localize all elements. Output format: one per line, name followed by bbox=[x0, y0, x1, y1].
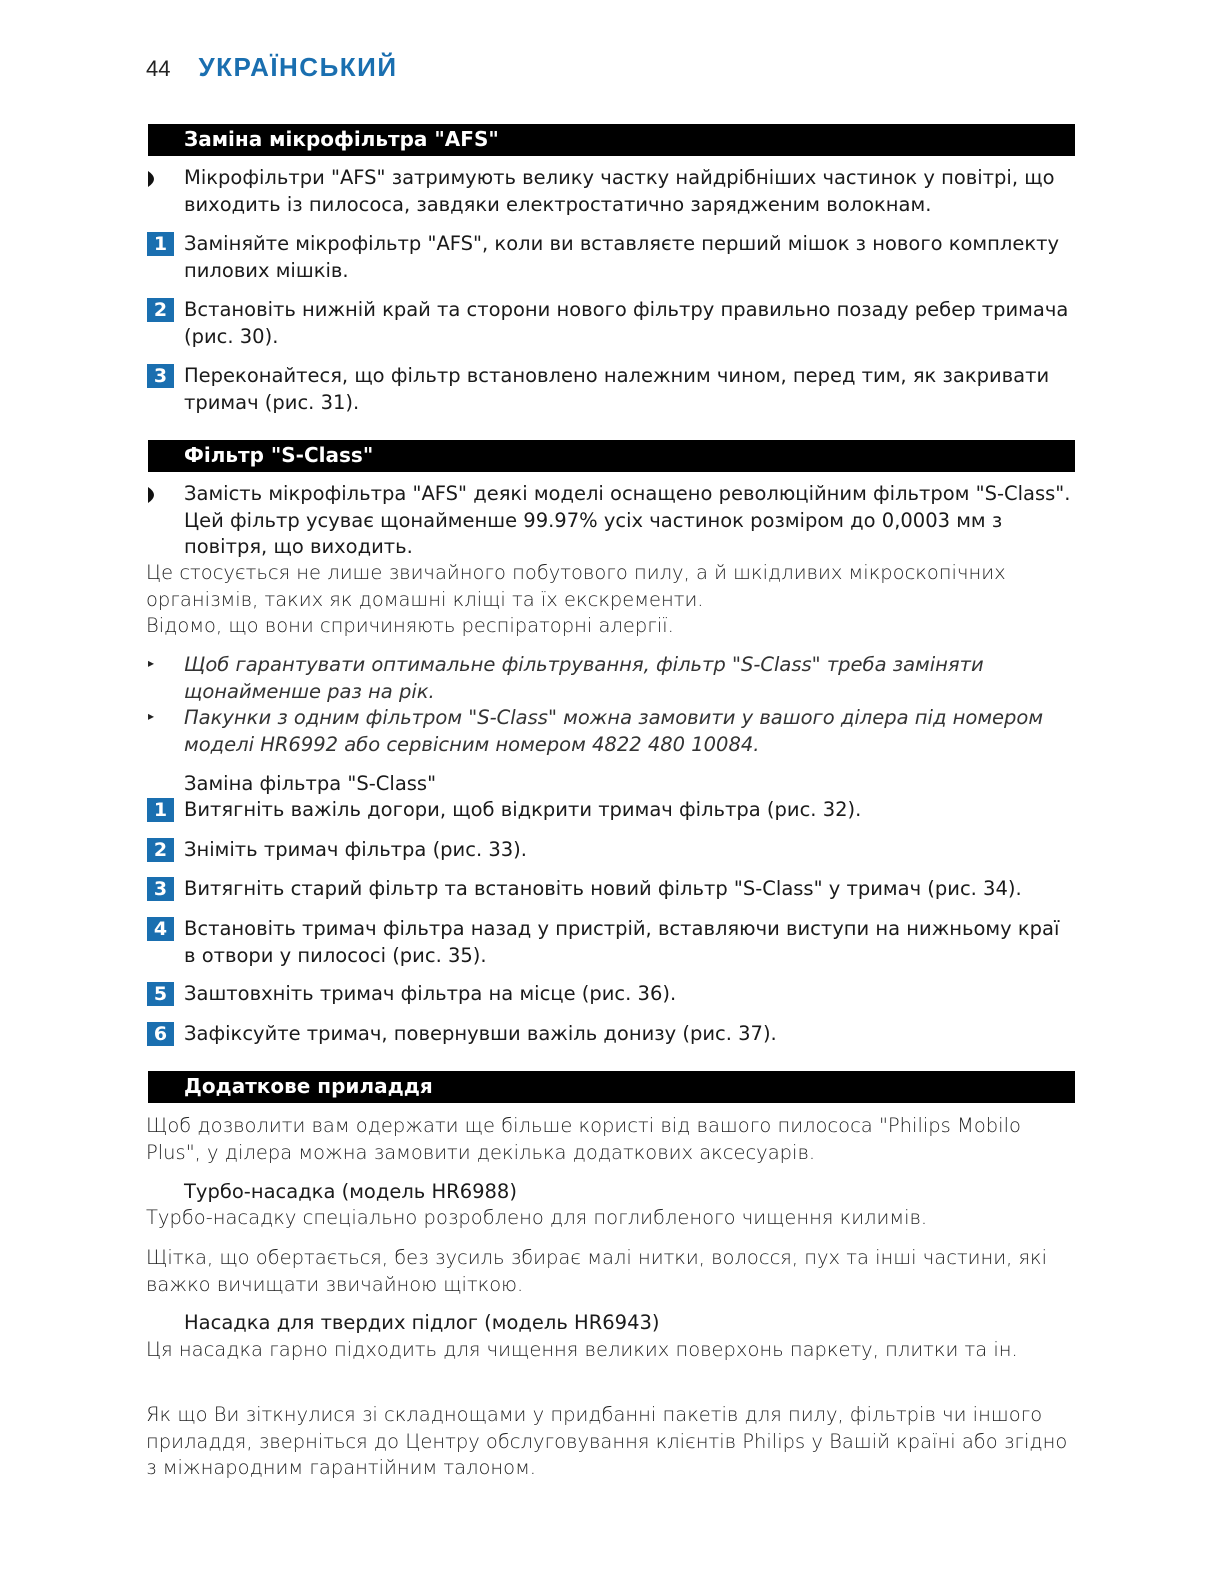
page-header bbox=[146, 52, 398, 92]
step-number: 2 bbox=[147, 838, 174, 862]
s-class-subheading: Заміна фільтра "S-Class" bbox=[184, 772, 437, 795]
s-class-step-2: Зніміть тримач фільтра (рис. 33). bbox=[184, 838, 527, 861]
s-class-paragraph-1: Це стосується не лише звичайного побутового пилу, а й шкідливих мікроскопічних організмів, таких як домашні кліщі та їх екскременти. bbox=[146, 561, 1006, 611]
accessories-intro: Щоб дозволити вам одержати ще більше користі від вашого пилососа "Philips Mobilo Plus", у ділера можна замовити декілька додаткових аксесуарів. bbox=[146, 1114, 1021, 1164]
bullet-icon bbox=[146, 486, 160, 504]
step-number: 6 bbox=[147, 1022, 174, 1046]
s-class-step-4: Встановіть тримач фільтра назад у пристрій, вставляючи виступи на нижньому краї в отвори у пилососі (рис. 35). bbox=[184, 917, 1060, 967]
closing-paragraph: Як що Ви зіткнулися зі складнощами у придбанні пакетів для пилу, фільтрів чи іншого приладдя, зверніться до Центру обслуговування клієнтів Philips у Вашій країні або згідно з міжнародним гарантійним талоном. bbox=[146, 1403, 1068, 1479]
section-heading-afs: Заміна мікрофільтра "AFS" bbox=[148, 124, 1075, 156]
s-class-step-1: Витягніть важіль догори, щоб відкрити тримач фільтра (рис. 32). bbox=[184, 798, 862, 821]
s-class-note-1: Щоб гарантувати оптимальне фільтрування, фільтр "S-Class" треба заміняти щонайменше раз на рік. bbox=[184, 653, 984, 703]
turbo-paragraph-1: Турбо-насадку спеціально розроблено для поглибленого чищення килимів. bbox=[146, 1206, 928, 1229]
s-class-step-3: Витягніть старий фільтр та встановіть новий фільтр "S-Class" у тримач (рис. 34). bbox=[184, 877, 1022, 900]
step-number: 1 bbox=[147, 798, 174, 822]
s-class-step-5: Заштовхніть тримач фільтра на місце (рис. 36). bbox=[184, 982, 677, 1005]
bullet-icon bbox=[146, 170, 160, 188]
turbo-heading: Турбо-насадка (модель HR6988) bbox=[184, 1180, 517, 1203]
language-title: УКРАЇНСЬКИЙ bbox=[198, 52, 398, 82]
afs-step-2: Встановіть нижній край та сторони нового фільтру правильно позаду ребер тримача (рис. 30). bbox=[184, 298, 1069, 348]
step-number: 4 bbox=[147, 917, 174, 941]
step-number: 2 bbox=[147, 298, 174, 322]
step-number: 1 bbox=[147, 232, 174, 256]
afs-description: Мікрофільтри "AFS" затримують велику частку найдрібніших частинок у повітрі, що виходить із пилососа, завдяки електростатично зарядженим волокнам. bbox=[184, 166, 1055, 216]
section-heading-s-class: Фільтр "S-Class" bbox=[148, 440, 1075, 472]
page-number: 44 bbox=[146, 56, 171, 81]
triangle-bullet-icon: ▸ bbox=[148, 656, 155, 670]
afs-step-3: Переконайтеся, що фільтр встановлено належним чином, перед тим, як закривати тримач (рис. 31). bbox=[184, 364, 1050, 414]
hard-floor-heading: Насадка для твердих підлог (модель HR6943) bbox=[184, 1311, 660, 1334]
step-number: 3 bbox=[147, 364, 174, 388]
step-number: 5 bbox=[147, 982, 174, 1006]
s-class-description: Замість мікрофільтра "AFS" деякі моделі оснащено революційним фільтром "S-Class". Цей фільтр усуває щонайменше 99.97% усіх частинок розміром до 0,0003 мм з повітря, що виходить. bbox=[184, 482, 1071, 558]
triangle-bullet-icon: ▸ bbox=[148, 709, 155, 723]
s-class-paragraph-2: Відомо, що вони спричиняють респіраторні алергії. bbox=[146, 614, 674, 637]
step-number: 3 bbox=[147, 877, 174, 901]
turbo-paragraph-2: Щітка, що обертається, без зусиль збирає малі нитки, волосся, пух та інші частини, які важко вичищати звичайною щіткою. bbox=[146, 1246, 1048, 1296]
s-class-note-2: Пакунки з одним фільтром "S-Class" можна замовити у вашого ділера під номером моделі HR6992 або сервісним номером 4822 480 10084. bbox=[184, 706, 1044, 756]
s-class-step-6: Зафіксуйте тримач, повернувши важіль донизу (рис. 37). bbox=[184, 1022, 777, 1045]
afs-step-1: Заміняйте мікрофільтр "AFS", коли ви вставляєте перший мішок з нового комплекту пилових мішків. bbox=[184, 232, 1060, 282]
section-heading-accessories: Додаткове приладдя bbox=[148, 1071, 1075, 1103]
hard-floor-paragraph: Ця насадка гарно підходить для чищення великих поверхонь паркету, плитки та ін. bbox=[146, 1338, 1018, 1361]
